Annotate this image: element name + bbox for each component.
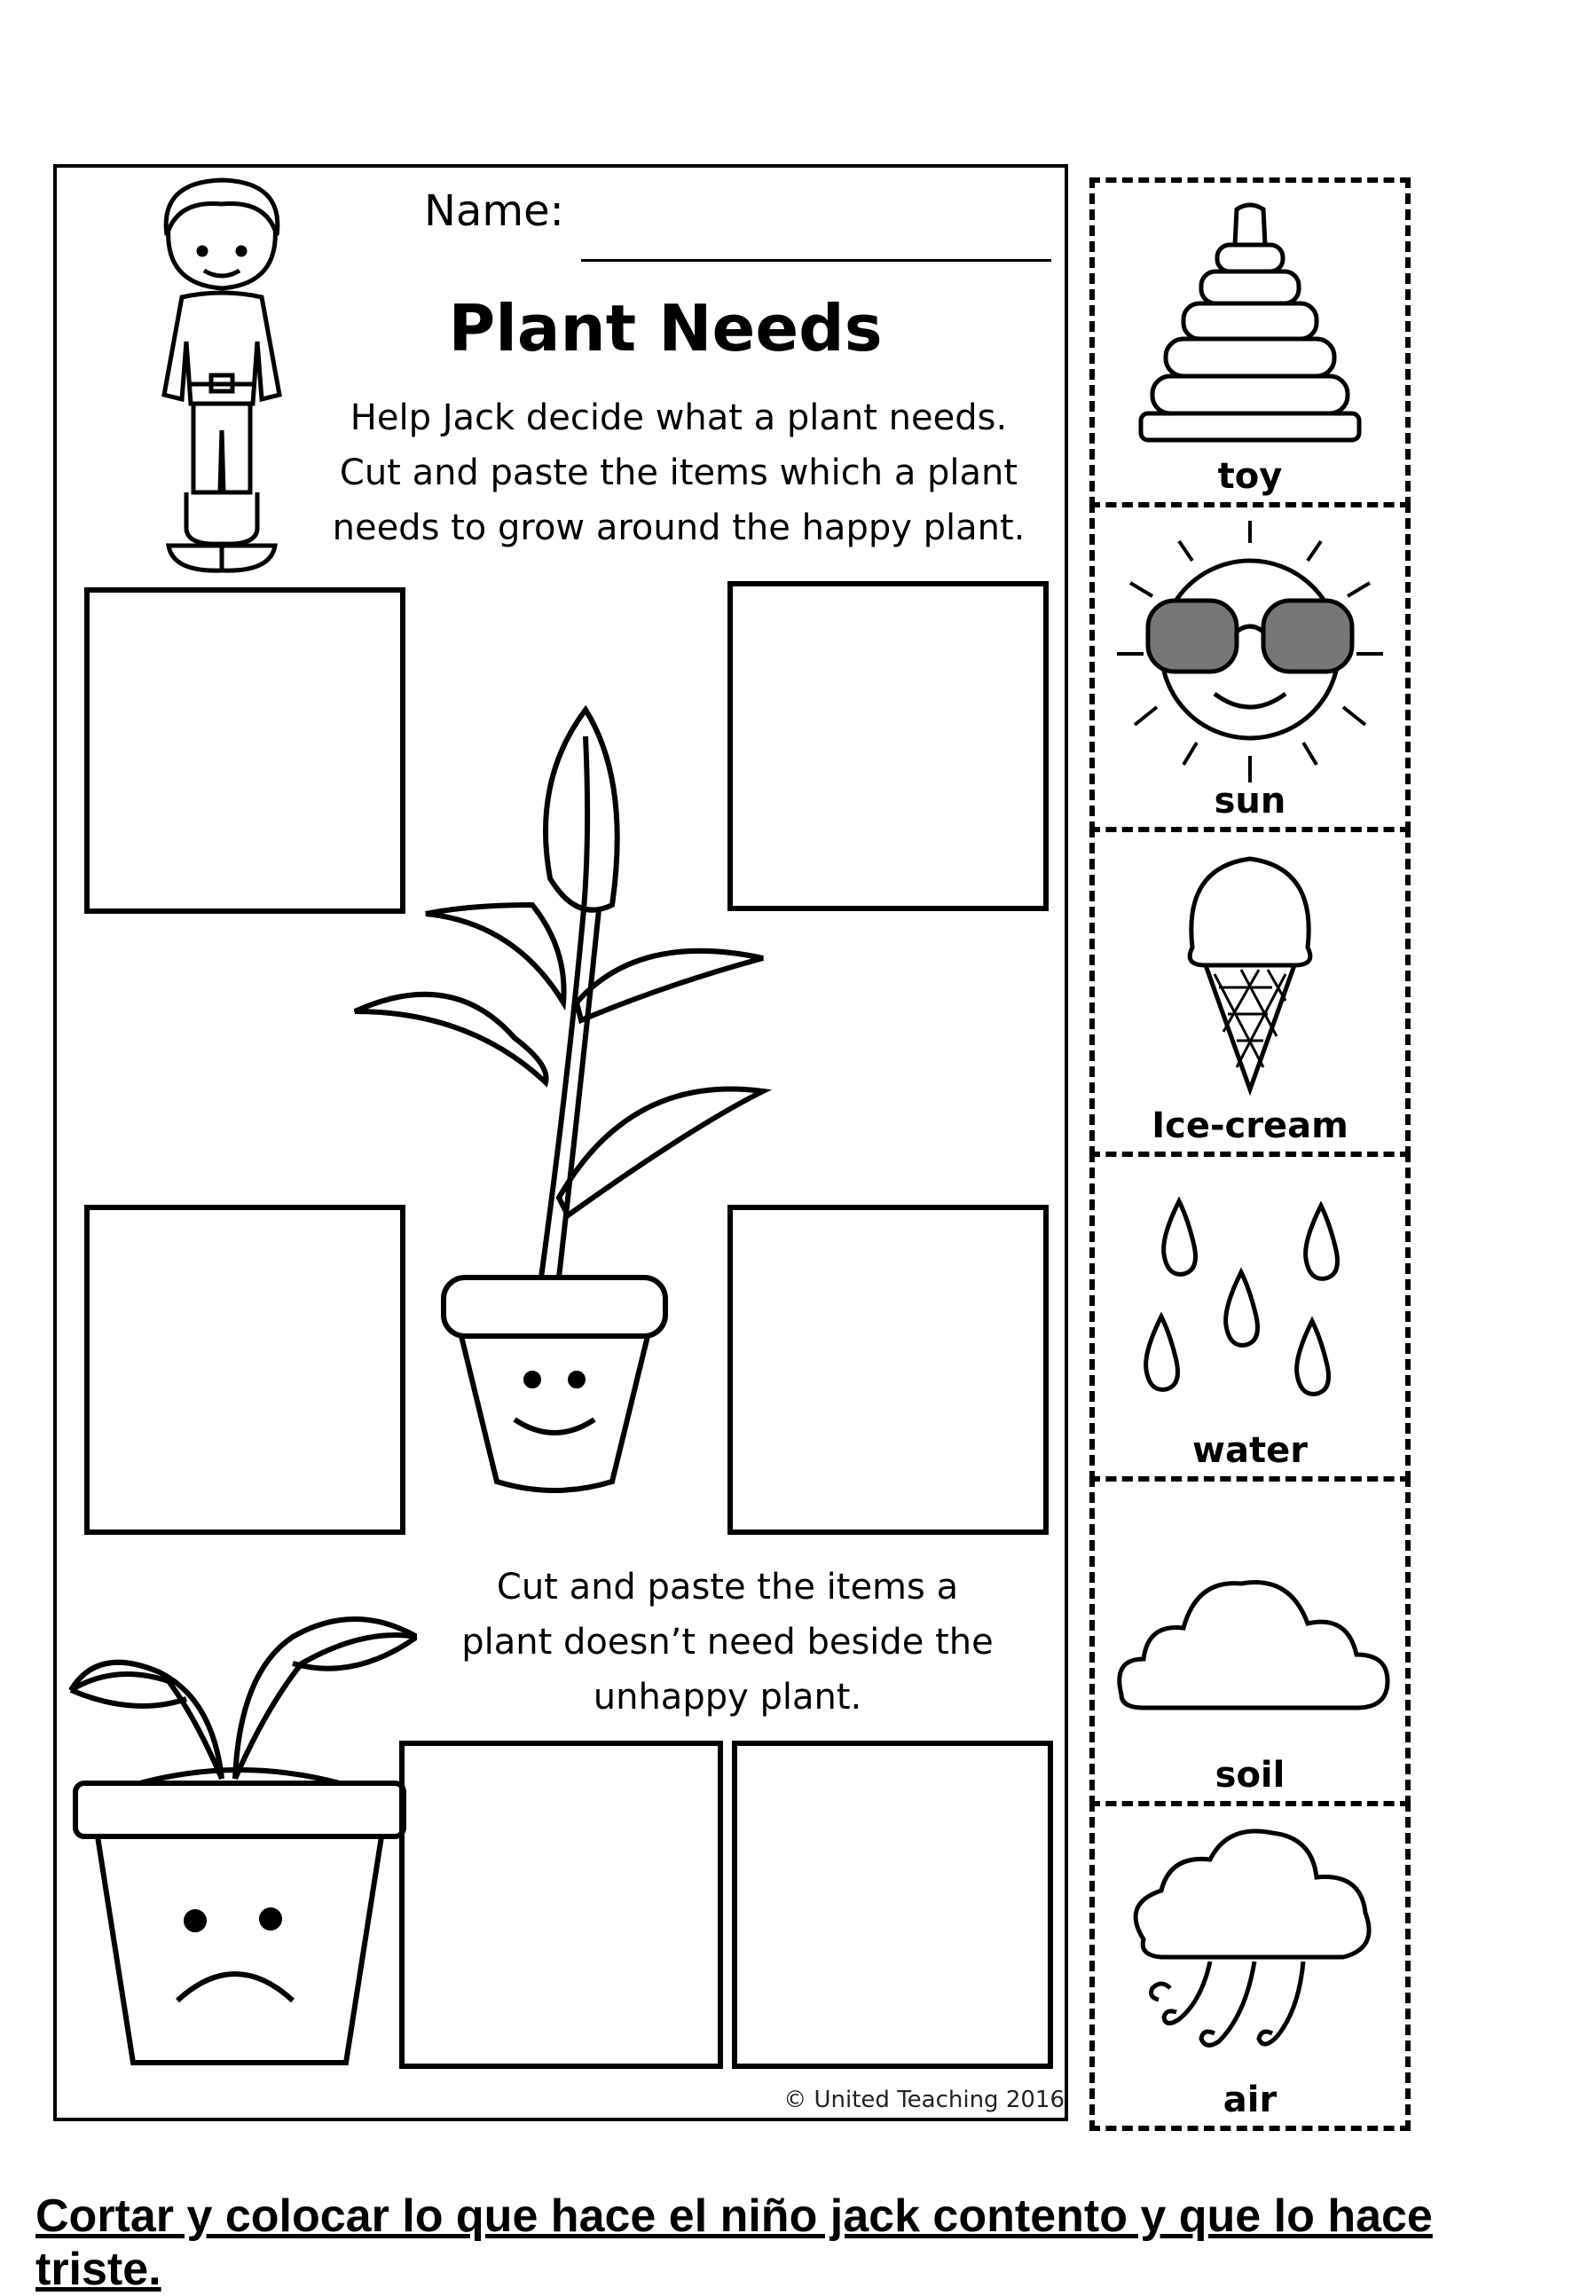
wind-cloud-icon xyxy=(1095,1806,1405,2090)
unhappy-plant-icon xyxy=(62,1566,417,2089)
cutout-card-ice-cream[interactable] xyxy=(1089,827,1411,1157)
cutout-card-soil[interactable] xyxy=(1089,1476,1411,1806)
soil-mound-icon xyxy=(1095,1482,1405,1765)
paste-box-needs-4[interactable] xyxy=(727,1205,1049,1535)
water-drops-icon xyxy=(1095,1157,1405,1441)
name-input-line[interactable] xyxy=(581,259,1051,262)
cutout-card-sun[interactable] xyxy=(1089,502,1411,832)
instructions-needs: Help Jack decide what a plant needs. Cut and paste the items which a plant needs to grow around the happy plant. xyxy=(332,397,1026,548)
ice-cream-cone-icon xyxy=(1095,832,1405,1116)
paste-box-not-needs-1[interactable] xyxy=(399,1741,723,2069)
cutout-label-toy: toy xyxy=(1217,456,1283,497)
paste-box-needs-2[interactable] xyxy=(727,581,1049,911)
instructions-not-needs: Cut and paste the items a plant doesn’t need beside the unhappy plant. xyxy=(461,1567,994,1718)
cutout-label-ice-cream: Ice-cream xyxy=(1152,1105,1348,1146)
stacking-ring-toy-icon xyxy=(1095,183,1405,467)
footer-instruction: Cortar y colocar lo que hace el niño jack contento y que lo hace triste. xyxy=(35,2190,1433,2295)
cutout-label-water: water xyxy=(1192,1430,1308,1471)
cutout-label-soil: soil xyxy=(1215,1755,1285,1796)
cutout-card-toy[interactable] xyxy=(1089,177,1411,507)
happy-plant-icon xyxy=(346,701,772,1499)
copyright-text: © United Teaching 2016 xyxy=(783,2087,1065,2113)
name-label: Name: xyxy=(424,186,564,236)
sun-with-sunglasses-icon xyxy=(1095,507,1405,791)
cutout-label-sun: sun xyxy=(1214,781,1286,822)
paste-box-not-needs-2[interactable] xyxy=(732,1741,1053,2069)
cutout-card-air[interactable] xyxy=(1089,1801,1411,2131)
boy-jack-icon xyxy=(133,173,311,581)
cutout-label-air: air xyxy=(1223,2080,1278,2120)
cutout-card-water[interactable] xyxy=(1089,1152,1411,1482)
page-title: Plant Needs xyxy=(448,291,883,366)
